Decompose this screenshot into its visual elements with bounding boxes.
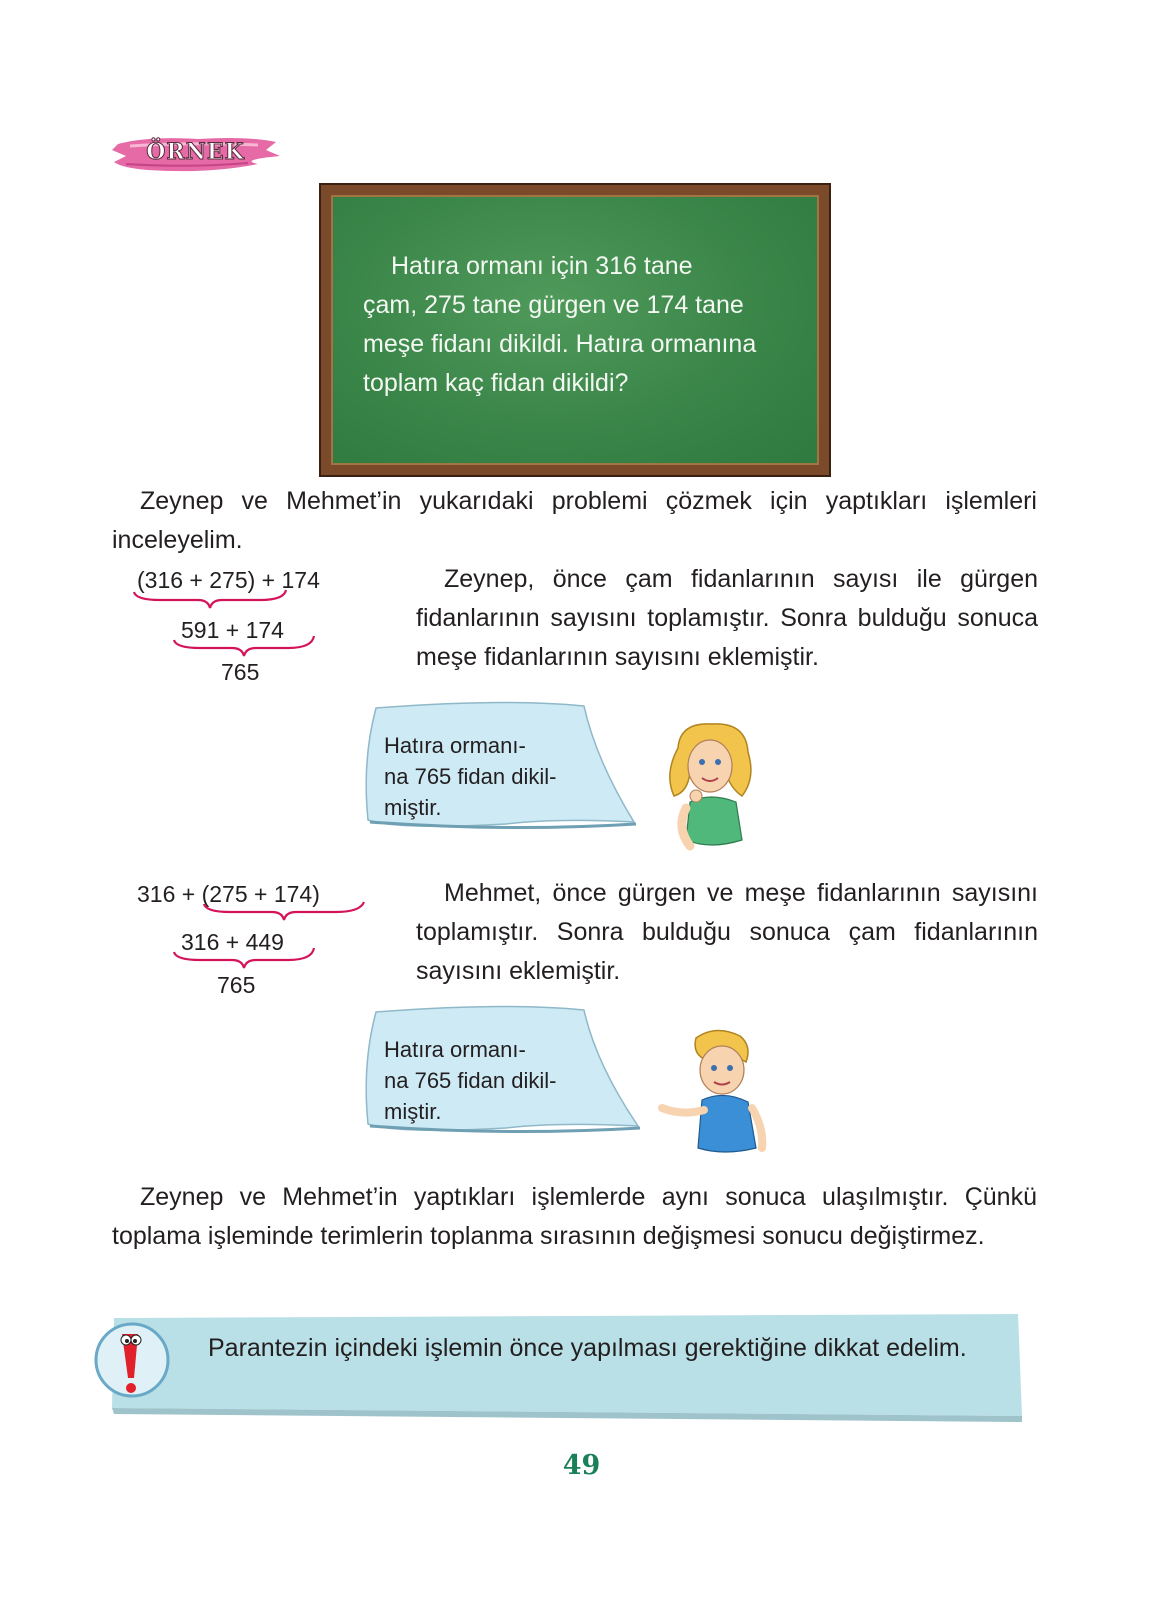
zeynep-brace-2 [170,634,320,660]
mehmet-boy-illustration [652,1024,772,1154]
zeynep-result: 765 [221,659,260,685]
mehmet-brace-2 [170,946,320,972]
speech-line: miştir. [384,795,442,820]
example-badge [108,130,283,178]
problem-line: meşe fidanı dikildi. Hatıra ormanına [363,330,757,358]
zeynep-girl-illustration [660,718,760,858]
note-text [180,1329,1000,1368]
speech-line: na 765 fidan dikil- [384,1068,557,1093]
intro-paragraph [112,482,1037,560]
problem-line: Hatıra ormanı için 316 tane [391,252,693,280]
mehmet-step2: 316 + 449 [181,929,284,955]
mehmet-brace-1 [200,900,370,926]
speech-line: miştir. [384,1099,442,1124]
zeynep-speech-bubble [356,700,656,840]
mehmet-explanation [416,874,1038,991]
note-content: Parantezin içindeki işlemin önce yapılması gerektiğine dikkat edelim. [208,1334,967,1362]
intro-text: Zeynep ve Mehmet’in yukarıdaki problemi çözmek için yaptıkları işlemleri inceleyelim. [112,487,1037,554]
mehmet-speech-bubble [356,1004,656,1144]
page-number: 49 [562,1450,601,1481]
zeynep-step2: 591 + 174 [181,617,284,643]
mehmet-result: 765 [217,972,256,998]
problem-line: toplam kaç fidan dikildi? [363,369,629,397]
zeynep-explanation [416,560,1038,677]
badge-label: ÖRNEK [146,139,245,165]
note-box [108,1312,1026,1424]
mehmet-explanation-text: Mehmet, önce gürgen ve meşe fidanlarının sayısını toplamıştır. Sonra bulduğu sonuca çam fidanlarının sayısını eklemiştir. [416,879,1038,985]
chalkboard [321,185,829,475]
conclusion-paragraph [112,1178,1037,1256]
problem-text [363,247,803,403]
speech-line: Hatıra ormanı- [384,733,526,758]
zeynep-brace-1 [130,588,295,612]
conclusion-text: Zeynep ve Mehmet’in yaptıkları işlemlerde aynı sonuca ulaşılmıştır. Çünkü toplama işleminde terimlerin toplanma sırasının değişmesi sonucu değiştirmez. [112,1183,1037,1250]
mehmet-speech-text [384,1034,574,1127]
zeynep-speech-text [384,730,574,823]
speech-line: na 765 fidan dikil- [384,764,557,789]
exclamation-icon [92,1320,172,1400]
speech-line: Hatıra ormanı- [384,1037,526,1062]
zeynep-step1: (316 + 275) + 174 [137,567,320,593]
problem-line: çam, 275 tane gürgen ve 174 tane [363,291,744,319]
zeynep-explanation-text: Zeynep, önce çam fidanlarının sayısı ile gürgen fidanlarının sayısını toplamıştır. Sonra bulduğu sonuca meşe fidanlarının sayısını eklemiştir. [416,565,1038,671]
mehmet-step1: 316 + (275 + 174) [137,881,320,907]
